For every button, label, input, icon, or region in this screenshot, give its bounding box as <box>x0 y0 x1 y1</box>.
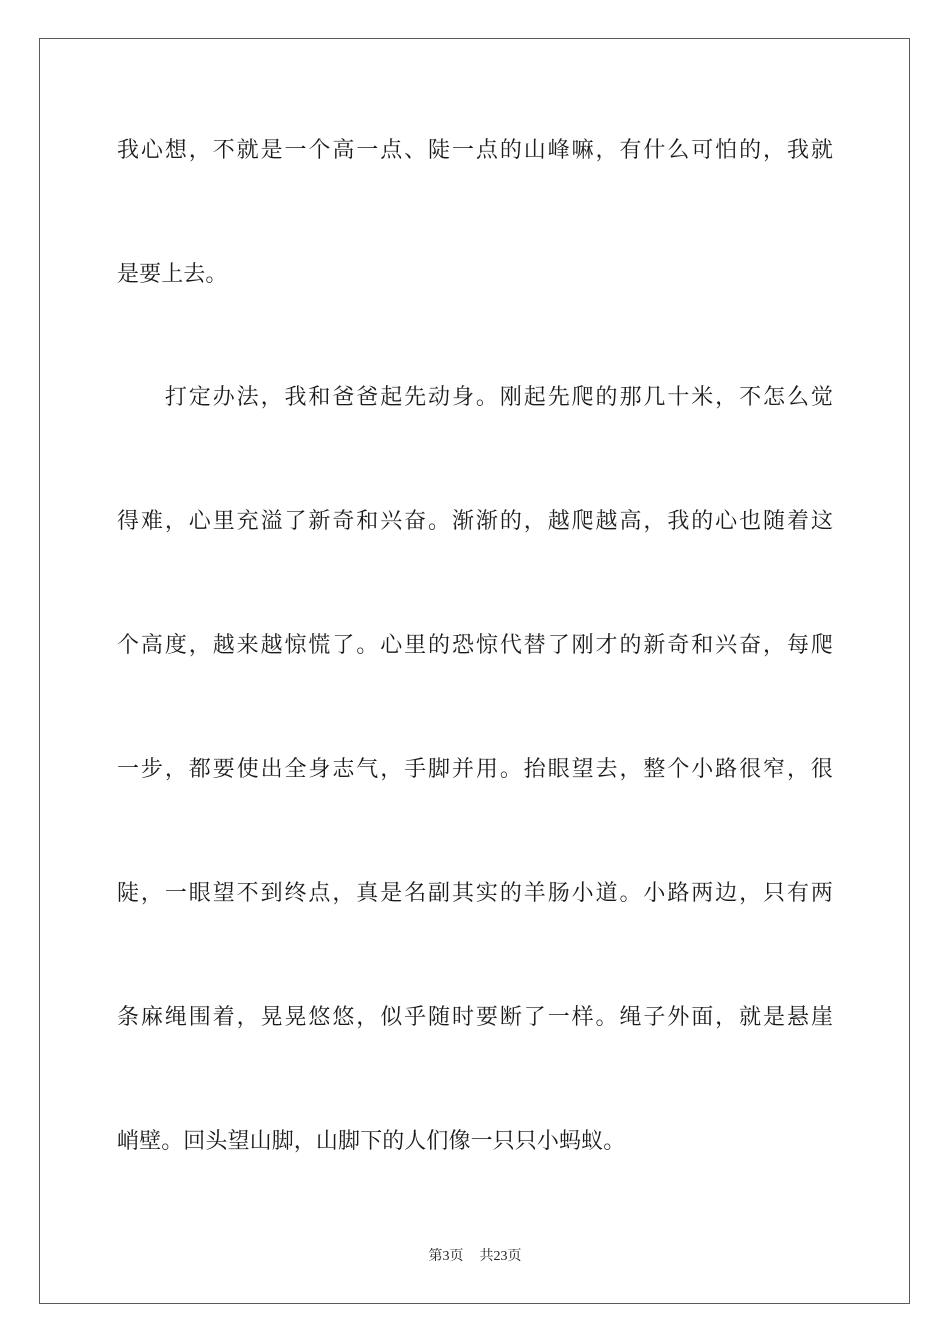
paragraph-line-4: 得难，心里充溢了新奇和兴奋。渐渐的，越爬越高，我的心也随着这 <box>117 509 833 534</box>
paragraph-line-6: 一步，都要使出全身志气，手脚并用。抬眼望去，整个小路很窄，很 <box>117 757 833 782</box>
paragraph-line-3: 打定办法，我和爸爸起先动身。刚起先爬的那几十米，不怎么觉 <box>117 385 833 410</box>
page-border <box>39 38 910 1304</box>
paragraph-line-9: 峭壁。回头望山脚，山脚下的人们像一只只小蚂蚁。 <box>117 1129 626 1154</box>
page-suffix: 页 <box>449 1248 464 1264</box>
paragraph-line-8: 条麻绳围着，晃晃悠悠，似乎随时要断了一样。绳子外面，就是悬崖 <box>117 1005 833 1030</box>
paragraph-line-1: 我心想，不就是一个高一点、陡一点的山峰嘛，有什么可怕的，我就 <box>117 138 833 163</box>
total-prefix: 共 <box>479 1248 494 1264</box>
paragraph-line-5: 个高度，越来越惊慌了。心里的恐惊代替了刚才的新奇和兴奋，每爬 <box>117 633 833 658</box>
total-pages: 23 <box>493 1249 508 1264</box>
page-prefix: 第 <box>428 1248 443 1264</box>
paragraph-line-2: 是要上去。 <box>117 262 228 287</box>
page-number: 3 <box>442 1249 450 1264</box>
paragraph-line-7: 陡，一眼望不到终点，真是名副其实的羊肠小道。小路两边，只有两 <box>117 881 833 906</box>
page-footer <box>0 1247 950 1266</box>
total-suffix: 页 <box>507 1248 522 1264</box>
